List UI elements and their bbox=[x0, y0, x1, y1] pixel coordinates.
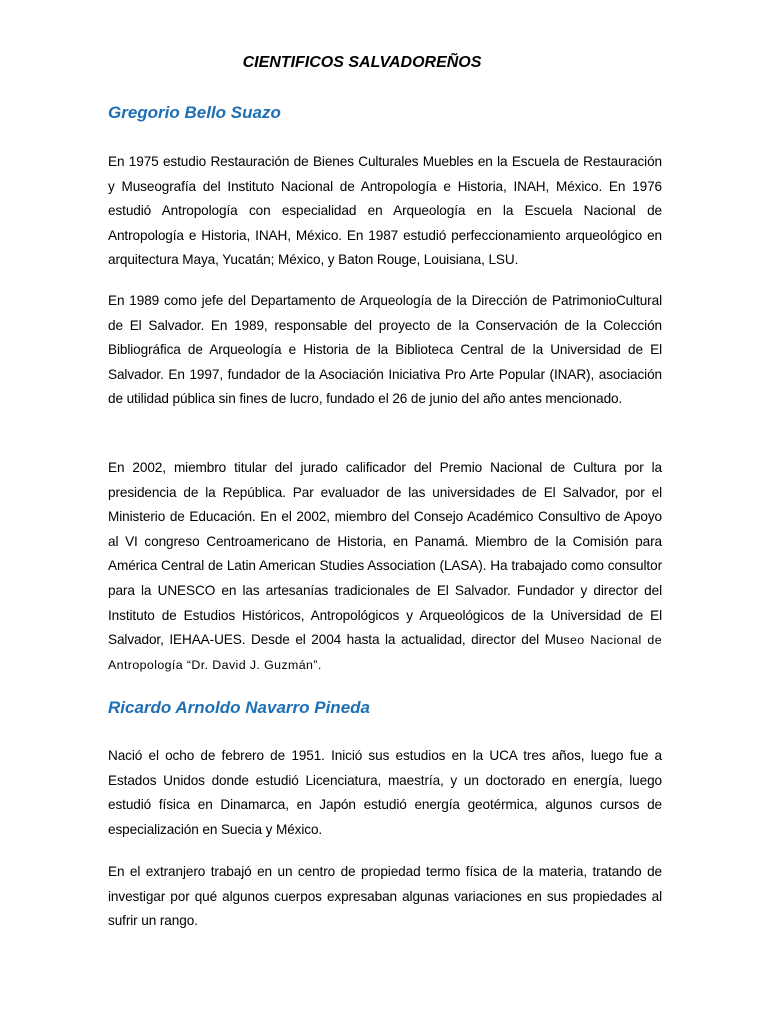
paragraph-navarro-work: En el extranjero trabajó en un centro de propiedad termo física de la materia, tratando de investigar por qué algunos cuerpos expresaban algunas variaciones en sus propiedades al sufrir un rango. bbox=[108, 864, 662, 929]
paragraph-bello-career: En 1989 como jefe del Departamento de Arqueología de la Dirección de PatrimonioCultural de El Salvador. En 1989, responsable del proyecto de la Conservación de la Colección Bibliográfica de Arqueología e Historia de la Biblioteca Central de la Universidad de El Salvador. En 1997, fundador de la Asociación Iniciativa Pro Arte Popular (INAR), asociación de utilidad pública sin fines de lucro, fundado el 26 de junio del año antes mencionado. bbox=[108, 293, 662, 407]
paragraph-bello-awards-text: En 2002, miembro titular del jurado calificador del Premio Nacional de Cultura por la presidencia de la República. Par evaluador de las universidades de El Salvador, por el Ministerio de Educación. En el 2002, miembro del Consejo Académico Consultivo de Apoyo al VI congreso Centroamericano de Historia, en Panamá. Miembro de la Comisión para América Central de Latin American Studies Association (LASA). Ha trabajado como consultor para la UNESCO en las artesanías tradicionales de El Salvador. Fundador y director del Instituto de Estudios Históricos, Antropológicos y Arqueológicos de la Universidad de El Salvador, IEHAA-UES. Desde el 2004 hasta la actualidad, director del Mu bbox=[108, 460, 662, 648]
section-heading-gregorio-bello-suazo: Gregorio Bello Suazo bbox=[108, 103, 281, 122]
document-title: CIENTIFICOS SALVADOREÑOS bbox=[242, 54, 482, 71]
section-heading-ricardo-navarro-pineda: Ricardo Arnoldo Navarro Pineda bbox=[108, 698, 370, 717]
paragraph-bello-awards-tail: seo Nacional de Antropología “Dr. David J. Guzmán”. bbox=[108, 633, 662, 672]
paragraph-bello-awards bbox=[108, 456, 662, 677]
paragraph-bello-education: En 1975 estudio Restauración de Bienes Culturales Muebles en la Escuela de Restauración y Museografía del Instituto Nacional de Antropología e Historia, INAH, México. En 1976 estudió Antropología con especialidad en Arqueología en la Escuela Nacional de Antropología e Historia, INAH, México. En 1987 estudió perfeccionamiento arqueológico en arquitectura Maya, Yucatán; México, y Baton Rouge, Louisiana, LSU. bbox=[108, 154, 662, 268]
paragraph-navarro-education: Nació el ocho de febrero de 1951. Inició sus estudios en la UCA tres años, luego fue a Estados Unidos donde estudió Licenciatura, maestría, y un doctorado en energía, luego estudió física en Dinamarca, en Japón estudió energía geotérmica, algunos cursos de especialización en Suecia y México. bbox=[108, 748, 662, 837]
